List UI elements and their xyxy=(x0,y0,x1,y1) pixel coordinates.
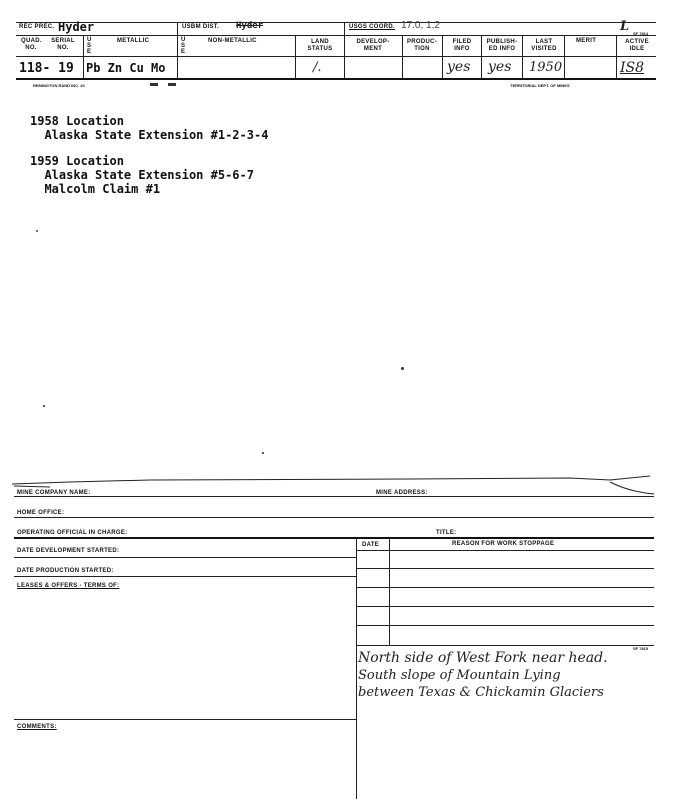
last-visited-label: LAST VISITED xyxy=(531,39,557,52)
note-line-4: Alaska State Extension #5-6-7 xyxy=(30,168,254,182)
use-label-metallic: U S E xyxy=(87,37,92,55)
card-edge xyxy=(10,470,660,496)
leases-offers-label: LEASES & OFFERS - TERMS OF: xyxy=(17,583,120,589)
note-line-5: Malcolm Claim #1 xyxy=(30,182,161,196)
title-label: TITLE: xyxy=(436,530,457,536)
metallic-value: Pb Zn Cu Mo xyxy=(86,61,166,75)
date-development-started-label: DATE DEVELOPMENT STARTED: xyxy=(17,548,120,554)
note-line-2: Alaska State Extension #1-2-3-4 xyxy=(30,128,269,142)
speck xyxy=(401,367,404,370)
land-status-label: LAND STATUS xyxy=(307,39,333,52)
form-number-top: SF 7814 xyxy=(633,31,649,36)
usgs-coord-value: 17.0, 1.2 xyxy=(401,20,440,31)
use-label-nonmetallic: U S E xyxy=(181,37,186,55)
metallic-label: METALLIC xyxy=(117,38,150,44)
handwritten-line-3: between Texas & Chickamin Glaciers xyxy=(358,685,604,700)
reason-header: REASON FOR WORK STOPPAGE xyxy=(452,541,555,547)
comments-label: COMMENTS: xyxy=(17,724,57,730)
quad-serial-value: 118- 19 xyxy=(19,61,74,76)
note-line-3: 1959 Location xyxy=(30,154,124,168)
published-info-value: yes xyxy=(488,59,512,75)
operating-official-label: OPERATING OFFICIAL IN CHARGE: xyxy=(17,530,128,536)
active-idle-value: IS8 xyxy=(620,60,645,76)
printer-marks xyxy=(150,83,158,86)
printer-line: REMINGTON RAND INC. 20 xyxy=(33,83,85,88)
territorial-line: TERRITORIAL DEPT. OF MINES xyxy=(510,83,570,88)
serial-label: SERIAL NO. xyxy=(51,38,75,51)
published-info-label: PUBLISH-ED INFO xyxy=(486,39,518,52)
development-label: DEVELOP-MENT xyxy=(356,39,390,52)
mine-company-name-label: MINE COMPANY NAME: xyxy=(17,490,91,496)
handwritten-line-2: South slope of Mountain Lying xyxy=(358,668,561,683)
speck xyxy=(43,405,45,407)
speck xyxy=(36,230,38,232)
production-label: PRODUC-TION xyxy=(406,39,438,52)
date-production-started-label: DATE PRODUCTION STARTED: xyxy=(17,568,114,574)
corner-mark: L xyxy=(620,19,630,34)
usgs-coord-label: USGS COORD. xyxy=(349,24,395,30)
quad-label: QUAD. NO. xyxy=(21,38,42,51)
mine-address-label: MINE ADDRESS: xyxy=(376,490,428,496)
land-status-value: /. xyxy=(313,60,322,75)
printer-marks-2 xyxy=(168,83,176,86)
speck xyxy=(262,452,264,454)
filed-info-label: FILED INFO xyxy=(452,39,472,52)
nonmetallic-label: NON-METALLIC xyxy=(208,38,257,44)
rec-prec-value: Hyder xyxy=(58,20,95,34)
rec-prec-label: REC PREC. xyxy=(19,24,55,30)
last-visited-value: 1950 xyxy=(529,60,563,75)
merit-label: MERIT xyxy=(576,38,597,44)
home-office-label: HOME OFFICE: xyxy=(17,510,65,516)
date-header: DATE xyxy=(362,542,380,548)
usbm-dist-value: Hyder xyxy=(236,21,264,31)
note-line-1: 1958 Location xyxy=(30,114,124,128)
active-idle-label: ACTIVE IDLE xyxy=(625,39,649,52)
usbm-dist-label: USBM DIST. xyxy=(182,24,220,30)
filed-info-value: yes xyxy=(447,59,471,75)
form-number-bottom: SF 7815 xyxy=(633,646,649,651)
handwritten-line-1: North side of West Fork near head. xyxy=(358,650,608,666)
